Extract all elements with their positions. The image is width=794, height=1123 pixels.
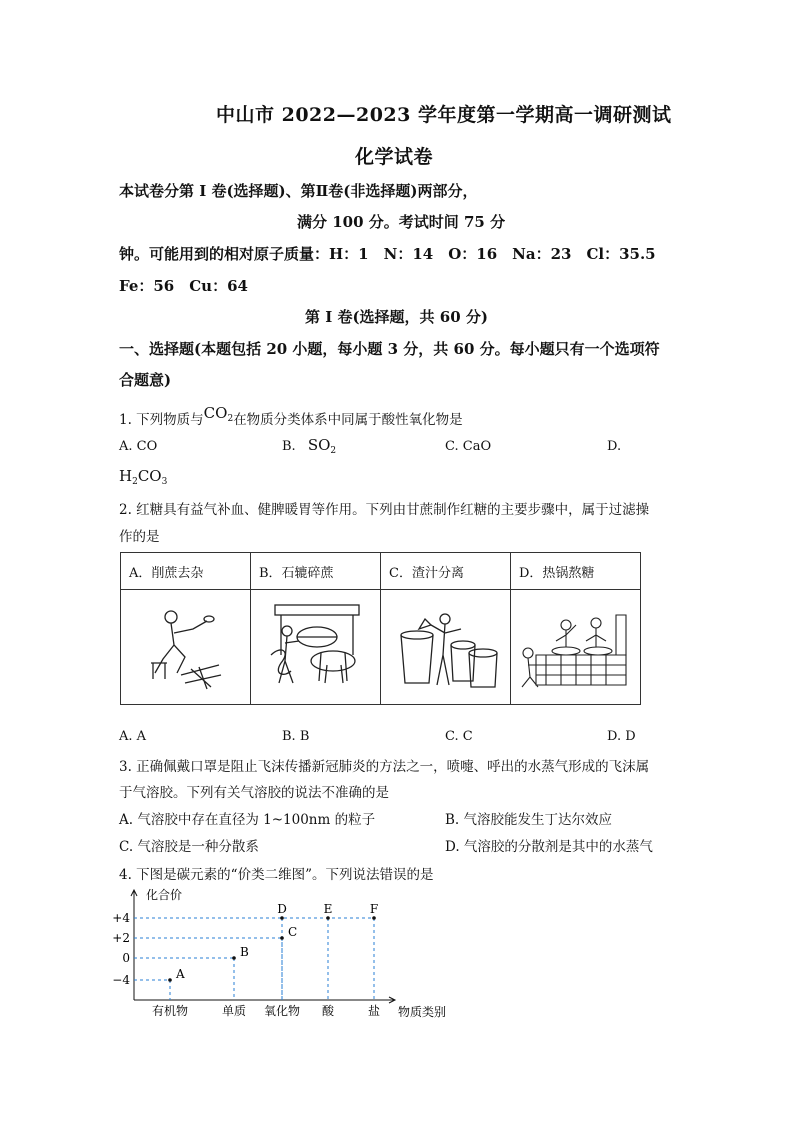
q3-option-b: B. 气溶胶能发生丁达尔效应 xyxy=(445,812,613,828)
q1-stem-post: 在物质分类体系中同属于酸性氧化物是 xyxy=(233,412,463,428)
q1-formula-main: CO xyxy=(203,404,228,422)
y-tick-label: −4 xyxy=(112,973,130,987)
subject-title: 化学试卷 xyxy=(355,146,434,168)
point-e xyxy=(326,916,330,920)
point-b xyxy=(232,956,236,960)
q3-stem-1: 3. 正确佩戴口罩是阻止飞沫传播新冠肺炎的方法之一，喷嚏、呼出的水蒸气形成的飞沫属 xyxy=(119,759,650,775)
step-a-label: A．削蔗去杂 xyxy=(121,553,251,590)
point-d xyxy=(280,916,284,920)
step-c-label: C．渣汁分离 xyxy=(381,553,511,590)
step-b-label: B．石辘碎蔗 xyxy=(251,553,381,590)
chart-svg xyxy=(110,882,470,1022)
point-a xyxy=(168,978,172,982)
q2-stem-1: 2. 红糖具有益气补血、健脾暖胃等作用。下列由甘蔗制作红糖的主要步骤中，属于过滤操 xyxy=(119,502,650,518)
q1-formula-sub: 2 xyxy=(227,414,234,424)
point-label-d: D xyxy=(277,902,287,916)
q1-option-b xyxy=(282,436,336,456)
x-axis-label: 物质类别 xyxy=(398,1005,447,1019)
q3-option-d: D. 气溶胶的分散剂是其中的水蒸气 xyxy=(445,839,653,855)
point-label-a: A xyxy=(176,967,185,981)
step-b-illustration xyxy=(251,590,381,705)
q1-option-d-formula xyxy=(119,467,167,487)
section1-title: 第 I 卷(选择题，共 60 分) xyxy=(305,308,488,326)
q1-option-c: C. CaO xyxy=(445,439,492,454)
q1-d-co: CO xyxy=(137,467,162,485)
x-category-label: 有机物 xyxy=(151,1004,189,1018)
point-label-e: E xyxy=(323,902,333,916)
point-label-b: B xyxy=(240,945,249,959)
x-category-label: 酸 xyxy=(321,1004,335,1018)
q2-option-a: A. A xyxy=(119,729,147,744)
y-tick-label: +2 xyxy=(112,931,130,945)
valence-class-chart xyxy=(110,882,470,1022)
q1-stem-pre: 1. 下列物质与 xyxy=(119,412,204,428)
x-category-label: 单质 xyxy=(221,1004,247,1018)
point-label-f: F xyxy=(369,902,379,916)
y-tick-label: 0 xyxy=(122,951,130,965)
y-axis-label: 化合价 xyxy=(146,888,183,902)
step-d-label: D．热锅熬糖 xyxy=(511,553,641,590)
q1-option-b-label: B. xyxy=(282,439,296,454)
q3-option-a: A. 气溶胶中存在直径为 1~100nm 的粒子 xyxy=(119,812,376,828)
q1-stem xyxy=(119,404,463,430)
x-category-label: 盐 xyxy=(367,1004,381,1018)
section1-heading-2: 合题意) xyxy=(119,371,172,389)
q1-formula-co2 xyxy=(204,404,234,422)
q1-option-a: A. CO xyxy=(119,439,158,454)
x-category-label: 氧化物 xyxy=(263,1004,301,1018)
q2-stem-2: 作的是 xyxy=(119,529,160,545)
q1-option-d: D. xyxy=(607,439,622,454)
y-tick-label: +4 xyxy=(112,911,130,925)
q2-steps-table xyxy=(120,552,641,705)
step-d-illustration xyxy=(511,590,641,705)
q3-option-c: C. 气溶胶是一种分散系 xyxy=(119,839,259,855)
q1-d-h: H xyxy=(119,467,133,485)
step-a-illustration xyxy=(121,590,251,705)
intro-line-1: 本试卷分第 I 卷(选择题)、第Ⅱ卷(非选择题)两部分， xyxy=(119,182,478,200)
section1-heading-1: 一、选择题(本题包括 20 小题，每小题 3 分，共 60 分。每小题只有一个选项符 xyxy=(119,340,660,358)
q2-option-c: C. C xyxy=(445,729,473,744)
q1-option-b-sub: 2 xyxy=(330,446,337,456)
q3-stem-2: 于气溶胶。下列有关气溶胶的说法不准确的是 xyxy=(119,785,389,801)
point-label-c: C xyxy=(288,925,298,939)
intro-line-3: 钟。可能用到的相对原子质量：H：1 N：14 O：16 Na：23 Cl：35.5 xyxy=(119,245,656,263)
q2-option-d: D. D xyxy=(607,729,636,744)
q1-option-b-formula: SO xyxy=(307,436,331,454)
q1-d-sub1: 2 xyxy=(132,477,138,487)
intro-line-4: Fe：56 Cu：64 xyxy=(119,277,248,295)
q4-stem: 4. 下图是碳元素的“价类二维图”。下列说法错误的是 xyxy=(119,867,434,883)
step-c-illustration xyxy=(381,590,511,705)
q2-option-b: B. B xyxy=(282,729,310,744)
exam-title: 中山市 2022—2023 学年度第一学期高一调研测试 xyxy=(216,104,672,126)
q1-d-sub2: 3 xyxy=(161,477,168,487)
point-c xyxy=(280,936,284,940)
point-f xyxy=(372,916,376,920)
intro-line-2: 满分 100 分。考试时间 75 分 xyxy=(297,213,506,231)
